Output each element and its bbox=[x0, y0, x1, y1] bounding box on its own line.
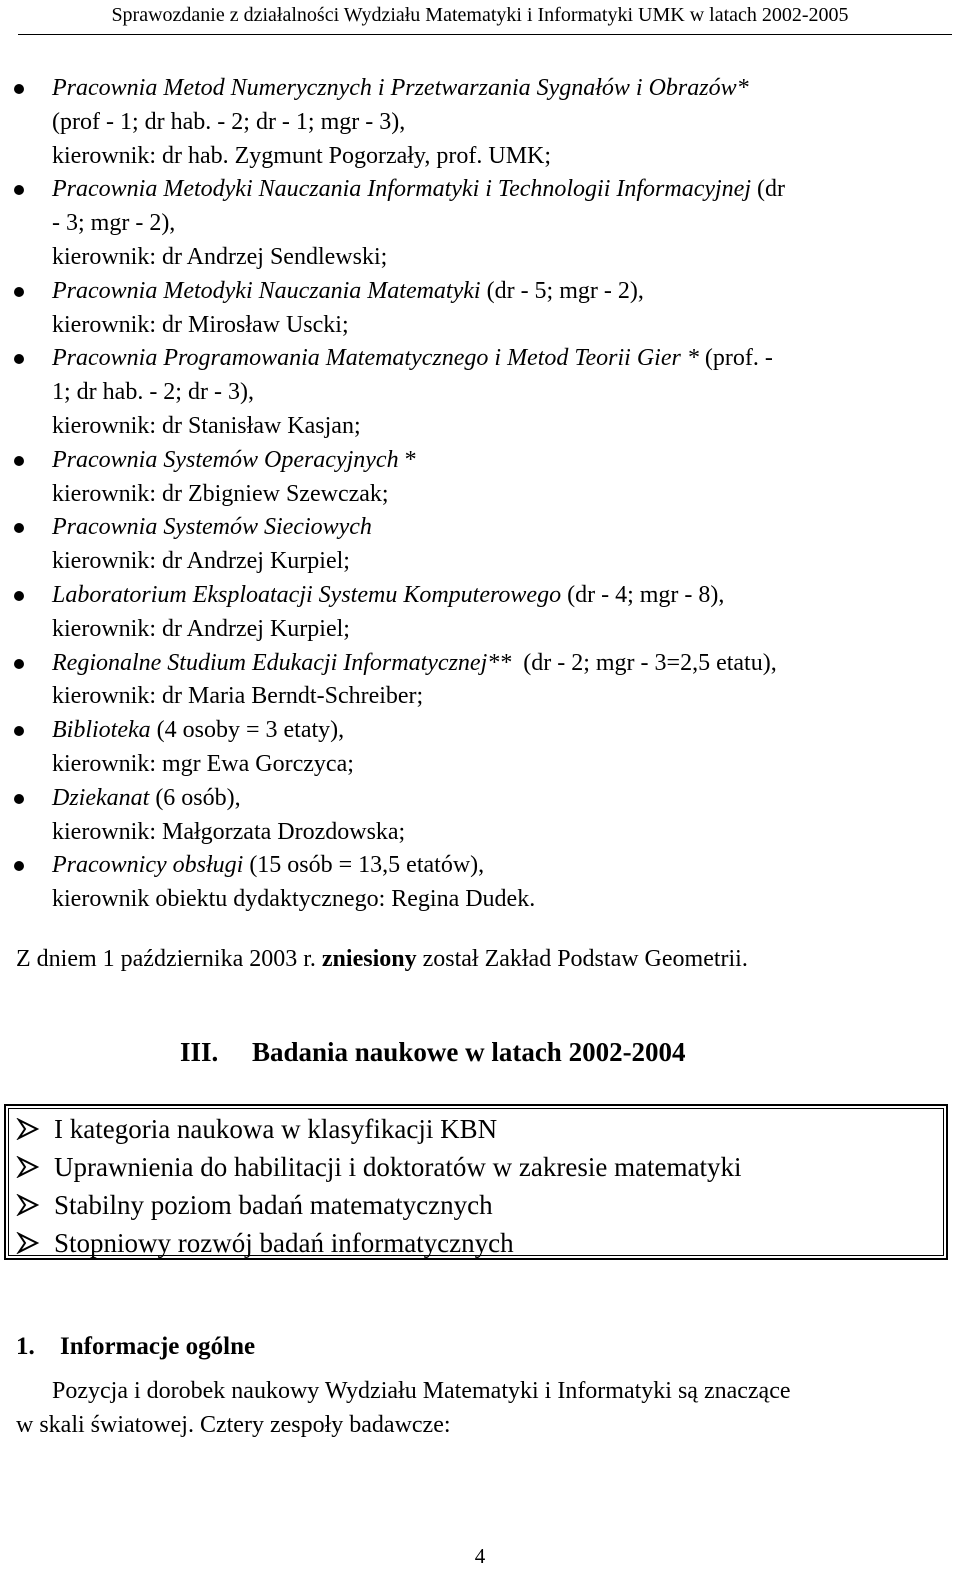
unit-list-item bbox=[0, 579, 960, 647]
unit-first-line bbox=[52, 342, 930, 376]
unit-list-item bbox=[0, 72, 960, 173]
bullet-dot-icon bbox=[14, 861, 24, 871]
unit-details: * bbox=[398, 446, 417, 473]
unit-name: Biblioteka bbox=[52, 717, 151, 744]
header-rule bbox=[18, 34, 952, 35]
arrow-right-icon bbox=[16, 1156, 40, 1178]
highlight-text: I kategoria naukowa w klasyfikacji KBN bbox=[54, 1114, 498, 1144]
unit-head: kierownik: dr Andrzej Kurpiel; bbox=[52, 615, 350, 642]
unit-details: (6 osób), bbox=[149, 784, 241, 811]
unit-name: Regionalne Studium Edukacji Informatycznej** bbox=[52, 649, 512, 676]
unit-name: Dziekanat bbox=[52, 784, 150, 811]
unit-list bbox=[0, 72, 960, 917]
section-title: Badania naukowe w latach 2002-2004 bbox=[252, 1037, 686, 1067]
highlight-text: Stopniowy rozwój badań informatycznych bbox=[54, 1228, 514, 1258]
page-number: 4 bbox=[474, 1544, 486, 1568]
highlights-box bbox=[4, 1104, 948, 1260]
unit-name: Laboratorium Eksploatacji Systemu Komputerowego bbox=[52, 581, 562, 608]
unit-details: (dr - 5; mgr - 2), bbox=[480, 277, 644, 304]
unit-details: (4 osoby = 3 etaty), bbox=[150, 717, 345, 744]
unit-head: kierownik: dr Stanisław Kasjan; bbox=[52, 412, 361, 439]
bullet-dot-icon bbox=[14, 523, 24, 533]
unit-list-item bbox=[0, 275, 960, 343]
unit-details: (15 osób = 13,5 etatów), bbox=[243, 852, 485, 879]
unit-head: kierownik: Małgorzata Drozdowska; bbox=[52, 818, 406, 845]
highlight-list bbox=[6, 1106, 946, 1262]
unit-first-line bbox=[52, 714, 930, 748]
subsection-number: 1. bbox=[16, 1333, 35, 1360]
unit-name: Pracownia Programowania Matematycznego i Metod Teorii Gier * bbox=[52, 345, 699, 372]
unit-head: kierownik: dr Maria Berndt-Schreiber; bbox=[52, 683, 424, 710]
intro-line: Pozycja i dorobek naukowy Wydziału Matematyki i Informatyki są znaczące bbox=[52, 1378, 791, 1404]
unit-head: kierownik: dr Zbigniew Szewczak; bbox=[52, 480, 389, 507]
unit-list-item bbox=[0, 444, 960, 512]
unit-list-item bbox=[0, 511, 960, 579]
closing-note bbox=[16, 942, 748, 976]
closing-note-post: został Zakład Podstaw Geometrii. bbox=[416, 946, 748, 972]
arrow-right-icon bbox=[16, 1194, 40, 1216]
section-number: III. bbox=[180, 1037, 219, 1067]
bullet-dot-icon bbox=[14, 287, 24, 297]
unit-head: kierownik: mgr Ewa Gorczyca; bbox=[52, 750, 354, 777]
unit-first-line bbox=[52, 444, 930, 478]
bullet-dot-icon bbox=[14, 185, 24, 195]
subsection-title: Informacje ogólne bbox=[60, 1333, 256, 1360]
unit-head: kierownik: dr Andrzej Sendlewski; bbox=[52, 243, 388, 270]
unit-details-continued: - 3; mgr - 2), bbox=[52, 210, 176, 237]
unit-head: kierownik: dr Mirosław Uscki; bbox=[52, 311, 349, 338]
intro-paragraph bbox=[16, 1374, 946, 1442]
closing-note-pre: Z dniem 1 października 2003 r. bbox=[16, 946, 322, 972]
intro-line: w skali światowej. Cztery zespoły badawcze: bbox=[16, 1412, 451, 1438]
unit-list-item bbox=[0, 714, 960, 782]
unit-details: (dr - 2; mgr - 3=2,5 etatu), bbox=[511, 649, 777, 676]
bullet-dot-icon bbox=[14, 726, 24, 736]
unit-details: (dr - 4; mgr - 8), bbox=[561, 581, 725, 608]
unit-name: Pracownicy obsługi bbox=[52, 852, 244, 879]
highlight-item bbox=[6, 1186, 946, 1224]
bullet-dot-icon bbox=[14, 659, 24, 669]
running-header: Sprawozdanie z działalności Wydziału Matematyki i Informatyki UMK w latach 2002-2005 bbox=[111, 4, 849, 26]
highlight-text: Uprawnienia do habilitacji i doktoratów w zakresie matematyki bbox=[54, 1152, 742, 1182]
unit-first-line bbox=[52, 782, 930, 816]
bullet-dot-icon bbox=[14, 354, 24, 364]
bullet-dot-icon bbox=[14, 84, 24, 94]
bullet-dot-icon bbox=[14, 794, 24, 804]
highlight-item bbox=[6, 1110, 946, 1148]
unit-first-line bbox=[52, 511, 930, 545]
unit-list-item bbox=[0, 849, 960, 917]
subsection-heading bbox=[16, 1330, 255, 1364]
unit-head: kierownik: dr hab. Zygmunt Pogorzały, prof. UMK; bbox=[52, 142, 552, 169]
unit-name: Pracownia Metod Numerycznych i Przetwarzania Sygnałów i Obrazów* bbox=[52, 75, 749, 101]
unit-first-line bbox=[52, 647, 930, 681]
unit-first-line bbox=[52, 579, 930, 613]
bullet-dot-icon bbox=[14, 591, 24, 601]
unit-first-line bbox=[52, 72, 930, 106]
bullet-dot-icon bbox=[14, 456, 24, 466]
closing-note-bold: zniesiony bbox=[321, 946, 417, 972]
unit-head: kierownik: dr Andrzej Kurpiel; bbox=[52, 548, 350, 575]
unit-list-item bbox=[0, 782, 960, 850]
unit-details-continued: 1; dr hab. - 2; dr - 3), bbox=[52, 379, 254, 406]
arrow-right-icon bbox=[16, 1118, 40, 1140]
unit-first-line bbox=[52, 849, 930, 883]
unit-list-item bbox=[0, 647, 960, 715]
arrow-right-icon bbox=[16, 1232, 40, 1254]
highlight-text: Stabilny poziom badań matematycznych bbox=[54, 1190, 493, 1220]
unit-details-continued: (prof - 1; dr hab. - 2; dr - 1; mgr - 3), bbox=[52, 108, 406, 135]
unit-first-line bbox=[52, 173, 930, 207]
unit-details: (prof. - bbox=[698, 345, 773, 372]
unit-name: Pracownia Systemów Operacyjnych bbox=[52, 446, 399, 473]
unit-list-item bbox=[0, 173, 960, 274]
highlight-item bbox=[6, 1148, 946, 1186]
unit-name: Pracownia Metodyki Nauczania Informatyki i Technologii Informacyjnej bbox=[52, 176, 751, 203]
unit-head: kierownik obiektu dydaktycznego: Regina Dudek. bbox=[52, 886, 536, 913]
section-heading bbox=[180, 1034, 686, 1070]
unit-name: Pracownia Metodyki Nauczania Matematyki bbox=[52, 277, 481, 304]
unit-list-item bbox=[0, 342, 960, 443]
unit-first-line bbox=[52, 275, 930, 309]
highlight-item bbox=[6, 1224, 946, 1262]
unit-details: (dr bbox=[751, 176, 785, 203]
unit-name: Pracownia Systemów Sieciowych bbox=[52, 514, 372, 541]
